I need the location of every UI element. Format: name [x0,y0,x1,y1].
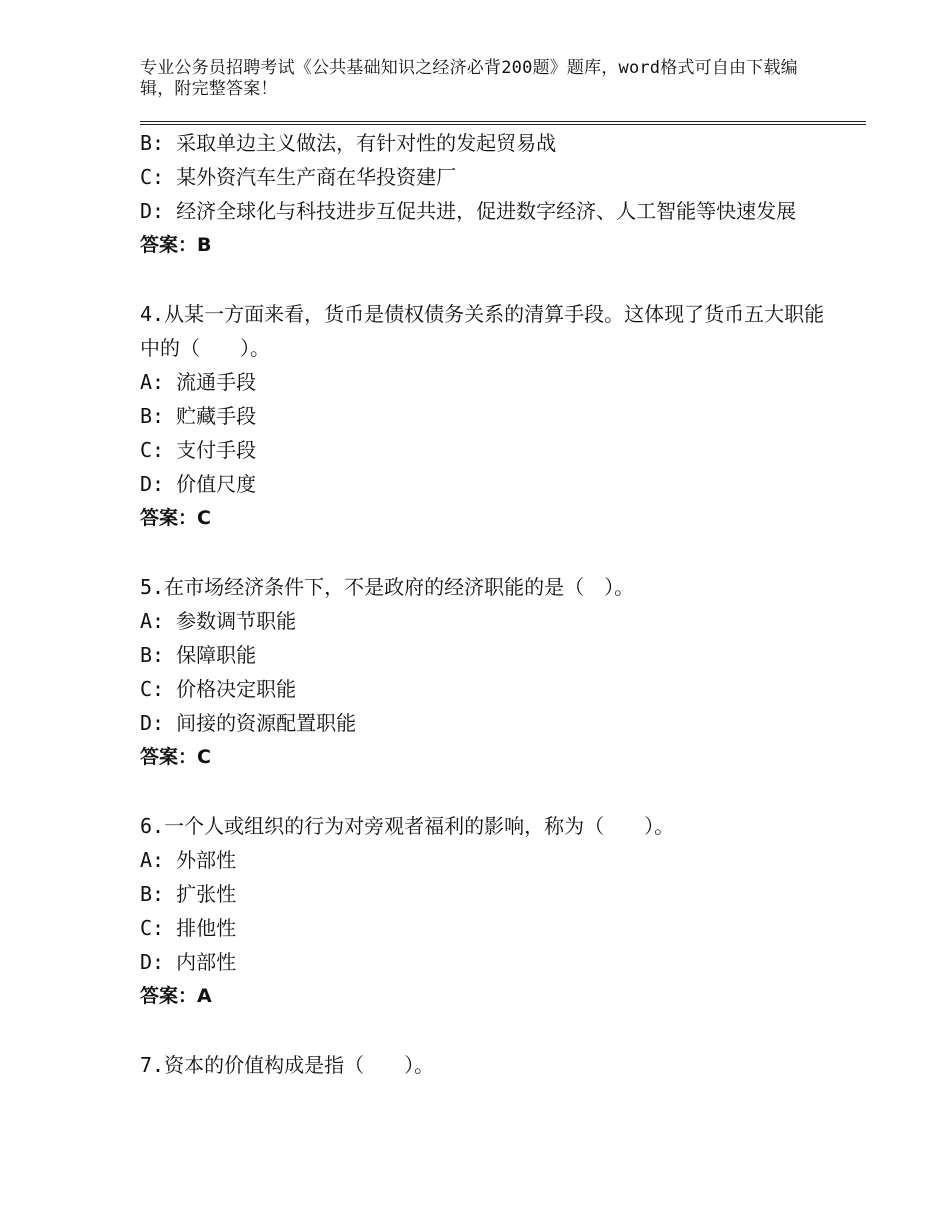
question-stem: 7.资本的价值构成是指（ ）。 [140,1053,435,1077]
option-a: A: 参数调节职能 [140,609,297,633]
header-rule-bottom [140,124,866,125]
question-stem: 6.一个人或组织的行为对旁观者福利的影响，称为（ ）。 [140,814,675,838]
option-d: D: 间接的资源配置职能 [140,711,357,735]
question-content [140,126,830,1082]
question-stem: 4.从某一方面来看，货币是债权债务关系的清算手段。这体现了货币五大职能中的（ ）。 [140,302,825,360]
question-3-tail [140,126,830,262]
question-4 [140,297,830,535]
question-7 [140,1048,830,1082]
option-b: B: 贮藏手段 [140,404,257,428]
option-d: D: 经济全球化与科技进步互促共进，促进数字经济、人工智能等快速发展 [140,199,797,223]
option-b: B: 采取单边主义做法，有针对性的发起贸易战 [140,131,557,155]
spacer [140,774,830,809]
option-a: A: 流通手段 [140,370,257,394]
spacer [140,1013,830,1048]
spacer [140,262,830,297]
option-c: C: 某外资汽车生产商在华投资建厂 [140,165,457,189]
option-c: C: 价格决定职能 [140,677,297,701]
option-c: C: 支付手段 [140,438,257,462]
header-rule-top [140,121,866,122]
option-d: D: 价值尺度 [140,472,257,496]
spacer [140,535,830,570]
option-d: D: 内部性 [140,950,237,974]
option-b: B: 扩张性 [140,882,237,906]
answer: 答案：B [140,234,212,256]
question-5 [140,570,830,774]
option-c: C: 排他性 [140,916,237,940]
answer: 答案：C [140,746,211,768]
answer: 答案：A [140,985,212,1007]
question-6 [140,809,830,1013]
answer: 答案：C [140,507,211,529]
option-a: A: 外部性 [140,848,237,872]
option-b: B: 保障职能 [140,643,257,667]
page-header: 专业公务员招聘考试《公共基础知识之经济必背200题》题库，word格式可自由下载编辑，附完整答案！ [140,58,798,99]
question-stem: 5.在市场经济条件下，不是政府的经济职能的是（ ）。 [140,575,635,599]
